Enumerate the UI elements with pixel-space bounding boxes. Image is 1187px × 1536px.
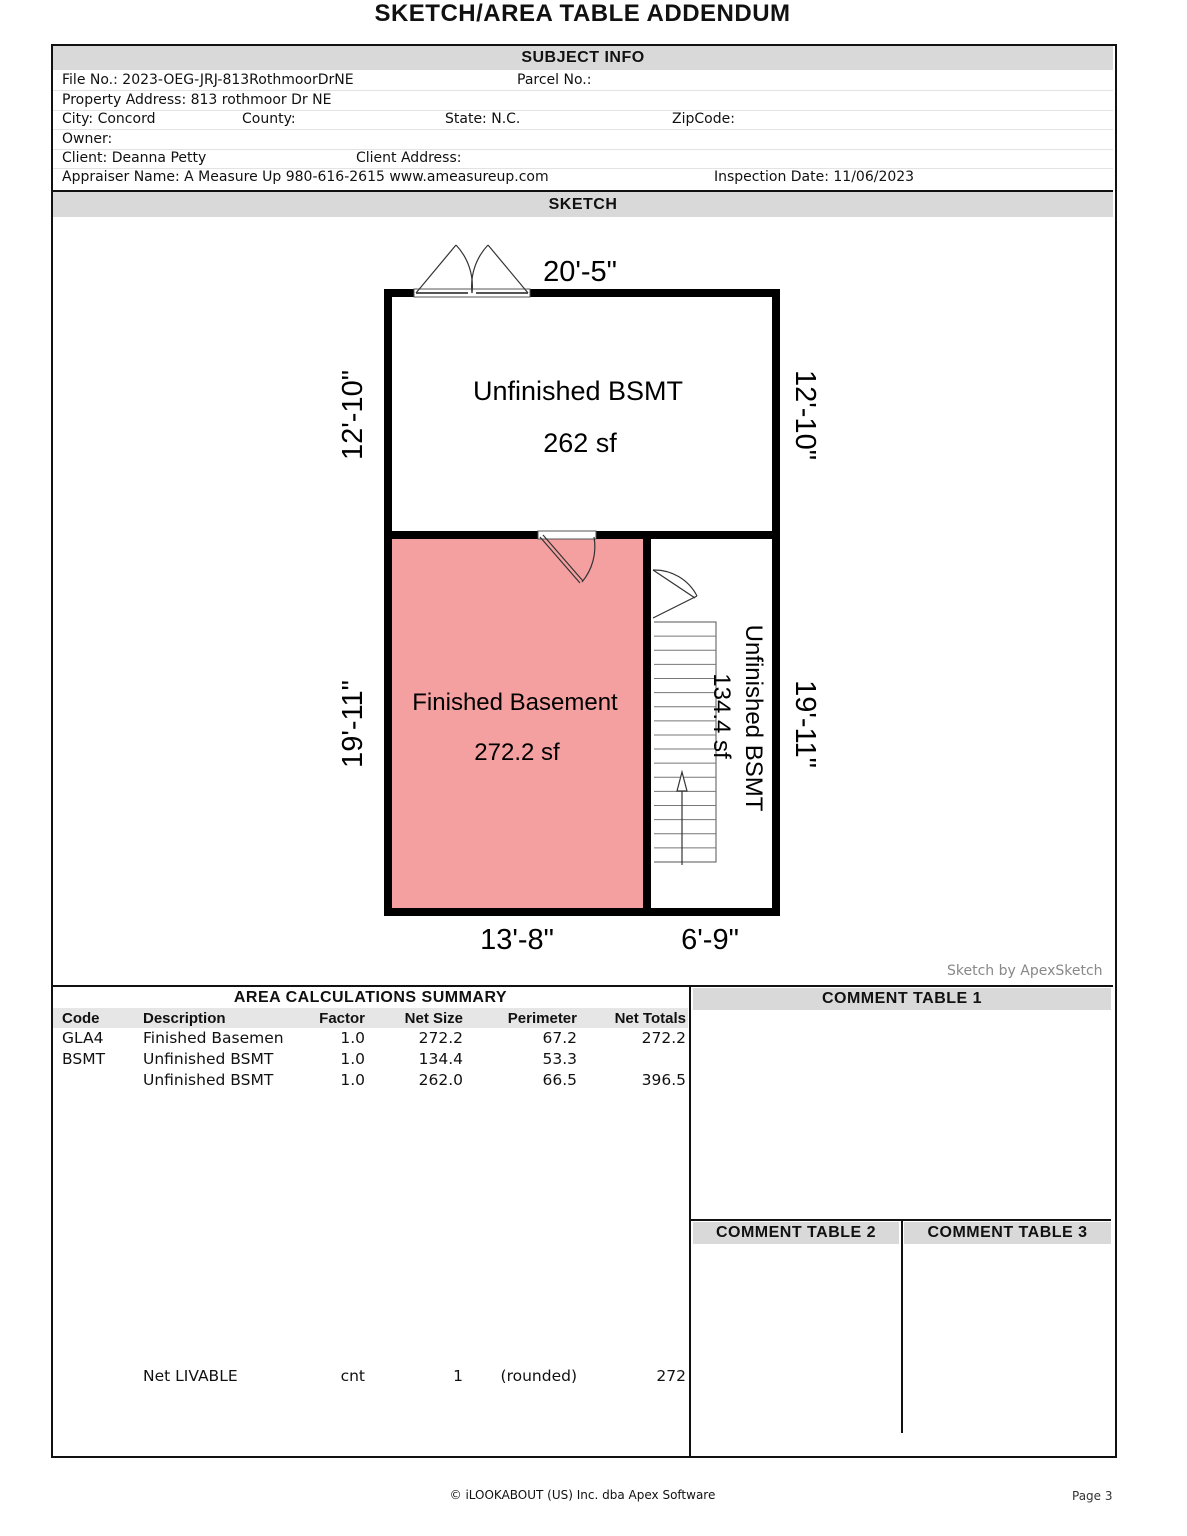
row-net-totals: 396.5 xyxy=(641,1071,686,1089)
stair-room-door xyxy=(653,570,697,618)
row-net-size: 134.4 xyxy=(418,1050,463,1068)
county: County: xyxy=(242,111,296,127)
net-livable-rounded: (rounded) xyxy=(500,1367,577,1385)
dimension-left-top: 12'-10" xyxy=(337,369,369,461)
client-address: Client Address: xyxy=(356,150,462,166)
room-label-finished: Finished Basement xyxy=(412,689,618,716)
divider xyxy=(901,1221,903,1433)
footer-copyright: © iLOOKABOUT (US) Inc. dba Apex Software xyxy=(449,1488,716,1502)
row-net-size: 262.0 xyxy=(418,1071,463,1089)
row-net-size: 272.2 xyxy=(418,1029,463,1047)
row-perimeter: 67.2 xyxy=(542,1029,577,1047)
row-factor: 1.0 xyxy=(340,1050,365,1068)
row-factor: 1.0 xyxy=(340,1029,365,1047)
double-door xyxy=(414,245,530,297)
staircase xyxy=(654,622,716,862)
col-description: Description xyxy=(143,1010,226,1027)
comment-table-2-header: COMMENT TABLE 2 xyxy=(693,1222,899,1244)
net-livable-label: Net LIVABLE xyxy=(143,1367,238,1385)
zipcode: ZipCode: xyxy=(672,111,735,127)
dimension-right-top: 12'-10" xyxy=(789,369,821,461)
room-area-unfinished-side: 134.4 sf xyxy=(708,673,735,759)
city: City: Concord xyxy=(62,111,156,127)
row-description: Finished Basemen xyxy=(143,1029,284,1047)
area-summary-header: AREA CALCULATIONS SUMMARY xyxy=(53,987,688,1008)
owner: Owner: xyxy=(62,131,113,147)
property-address: Property Address: 813 rothmoor Dr NE xyxy=(62,92,332,108)
row-net-totals: 272.2 xyxy=(641,1029,686,1047)
row-perimeter: 53.3 xyxy=(542,1050,577,1068)
stair-arrow-icon xyxy=(677,772,687,865)
net-livable-total: 272 xyxy=(656,1367,686,1385)
col-perimeter: Perimeter xyxy=(507,1010,577,1027)
document-title: SKETCH/AREA TABLE ADDENDUM xyxy=(374,0,791,27)
room-area-unfinished-top: 262 sf xyxy=(543,428,617,458)
row-description: Unfinished BSMT xyxy=(143,1071,274,1089)
room-label-unfinished-top: Unfinished BSMT xyxy=(472,376,684,406)
row-description: Unfinished BSMT xyxy=(143,1050,274,1068)
inspection-date: Inspection Date: 11/06/2023 xyxy=(714,169,915,185)
dimension-left-bottom: 19'-11" xyxy=(337,680,369,768)
col-factor: Factor xyxy=(319,1010,365,1027)
room-label-unfinished-side: Unfinished BSMT xyxy=(740,624,767,812)
page-number: Page 3 xyxy=(1072,1489,1113,1503)
col-net-size: Net Size xyxy=(404,1010,463,1027)
row-code: GLA4 xyxy=(62,1029,104,1047)
comment-table-1-header: COMMENT TABLE 1 xyxy=(693,988,1111,1010)
row-perimeter: 66.5 xyxy=(542,1071,577,1089)
appraiser-name: Appraiser Name: A Measure Up 980-616-2615 www.ameasureup.com xyxy=(62,169,549,185)
file-number: File No.: 2023-OEG-JRJ-813RothmoorDrNE xyxy=(62,72,354,88)
comment-table-3-header: COMMENT TABLE 3 xyxy=(904,1222,1111,1244)
sketch-credit: Sketch by ApexSketch xyxy=(947,963,1103,979)
sketch-header: SKETCH xyxy=(53,192,1113,217)
finished-basement-fill xyxy=(391,537,644,911)
room-area-finished: 272.2 sf xyxy=(474,739,560,766)
subject-info-header: SUBJECT INFO xyxy=(53,46,1113,70)
row-code: BSMT xyxy=(62,1050,106,1068)
net-livable-count: 1 xyxy=(453,1367,463,1385)
stair-outline xyxy=(654,622,716,862)
net-livable-unit: cnt xyxy=(340,1367,365,1385)
state: State: N.C. xyxy=(445,111,521,127)
divider xyxy=(689,987,691,1456)
row-factor: 1.0 xyxy=(340,1071,365,1089)
col-code: Code xyxy=(62,1010,100,1027)
dimension-bottom-right: 6'-9" xyxy=(681,924,739,956)
parcel-number: Parcel No.: xyxy=(517,72,592,88)
dimension-top: 20'-5" xyxy=(543,256,617,288)
dimension-bottom-left: 13'-8" xyxy=(480,924,554,956)
client: Client: Deanna Petty xyxy=(62,150,207,166)
col-net-totals: Net Totals xyxy=(614,1010,686,1027)
dimension-right-bottom: 19'-11" xyxy=(789,680,821,768)
